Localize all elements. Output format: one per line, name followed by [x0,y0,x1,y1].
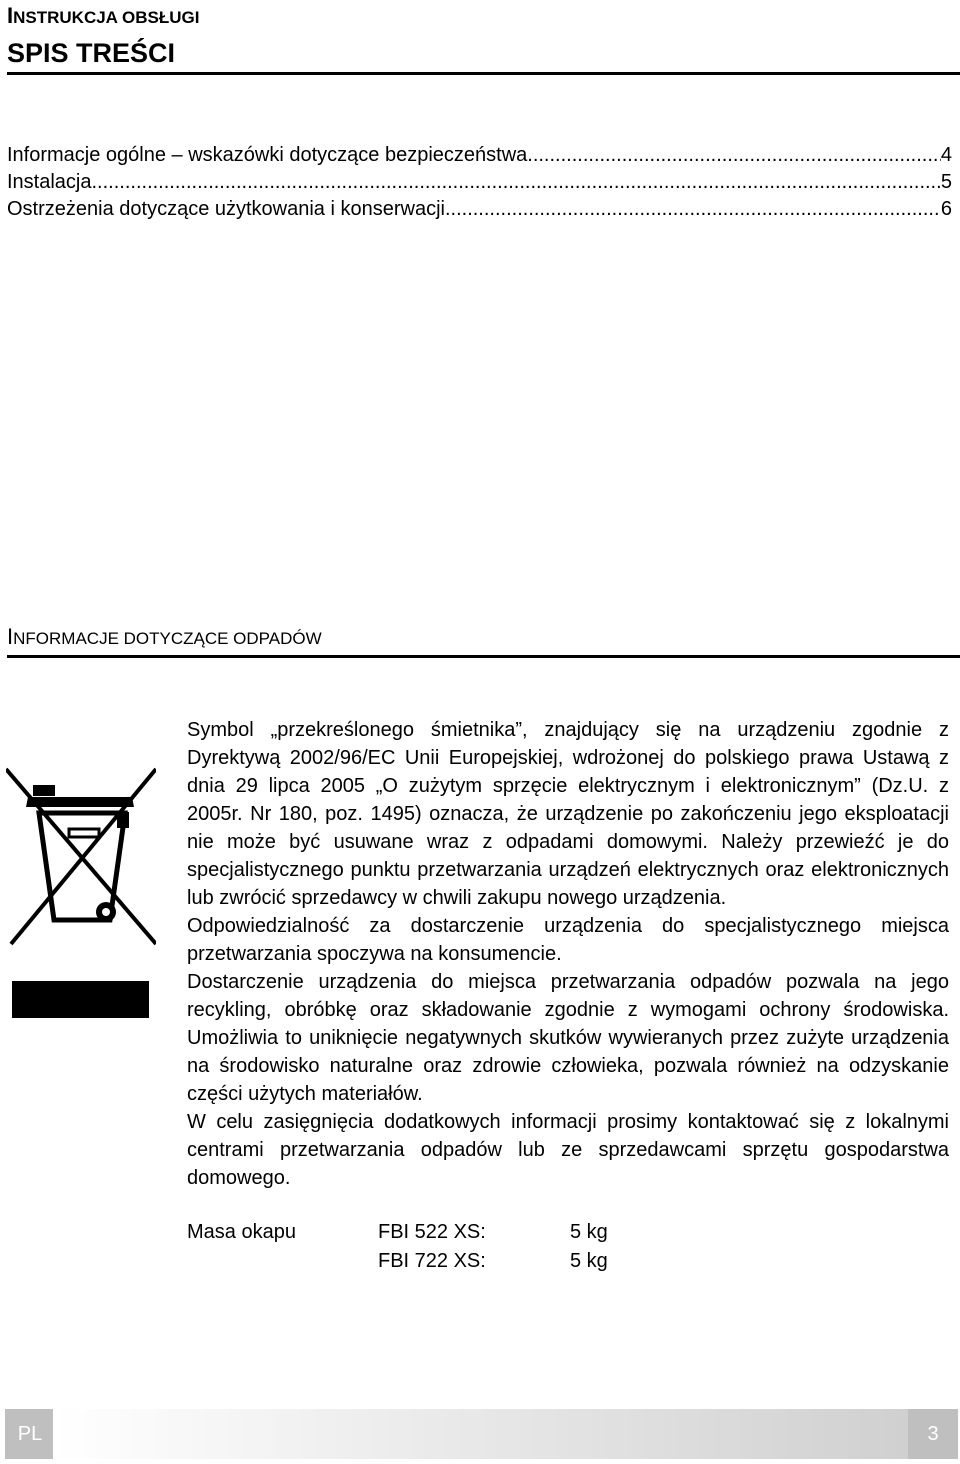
toc-entry-label: Informacje ogólne – wskazówki dotyczące bezpieczeństwa [7,144,528,166]
hood-mass-table [187,1218,687,1276]
toc-entry-page: 6 [940,198,952,220]
toc-entry-label: Ostrzeżenia dotyczące użytkowania i konserwacji [7,198,445,220]
mass-model: FBI 722 XS: [378,1250,486,1272]
page-number: 3 [908,1409,958,1459]
waste-title-rest: NFORMACJE DOTYCZĄCE ODPADÓW [13,629,322,648]
toc-entry[interactable] [7,142,952,169]
manual-title [7,2,200,32]
waste-section-title [7,622,322,654]
waste-paragraph: Symbol „przekreślonego śmietnika”, znajdujący się na urządzeniu zgodnie z Dyrektywą 2002/96/EC Unii Europejskiej, wdrożonej do polskiego prawa Ustawą z dnia 29 lipca 2005 „O zużytym sprzęcie elektrycznym i elektronicznym” (Dz.U. z 2005r. Nr 180, poz. 1495) oznacza, że urządzenie po zakończeniu jego eksploatacji nie może być usuwane wraz z odpadami domowymi. Należy przewieźć je do specjalistycznego punktu przetwarzania urządzeń elektrycznych oraz elektronicznych lub zwrócić sprzedawcy w chwili zakupu nowego urządzenia. [187,719,949,909]
toc-title-rule [7,72,960,75]
footer-gradient-bar [53,1409,908,1459]
manual-title-initial: I [7,3,14,28]
mass-model: FBI 522 XS: [378,1221,486,1243]
toc-title: SPIS TREŚCI [7,38,176,68]
waste-paragraph: Dostarczenie urządzenia do miejsca przetwarzania odpadów pozwala na jego recykling, obróbkę oraz składowanie zgodnie z wymogami ochrony środowiska. Umożliwia to uniknięcie negatywnych skutków wywieranych przez zużyte urządzenia na środowisko naturalne oraz zdrowie człowieka, pozwala również na odzyskanie części użytych materiałów. [187,971,949,1105]
toc-entry[interactable] [7,169,952,196]
language-badge: PL [5,1409,55,1459]
mass-row [187,1247,687,1276]
toc-leader-dots [527,142,941,169]
mass-row [187,1218,687,1247]
toc-entry-label: Instalacja [7,171,92,193]
crossed-out-wheelie-bin-icon [6,767,156,1019]
toc-entry-page: 4 [940,144,952,166]
toc-leader-dots [92,169,941,196]
mass-value: 5 kg [570,1250,608,1272]
waste-paragraph: Odpowiedzialność za dostarczenie urządzenia do specjalistycznego miejsca przetwarzania spoczywa na konsumencie. [187,915,949,965]
toc-entry-page: 5 [940,171,952,193]
mass-value: 5 kg [570,1221,608,1243]
table-of-contents [7,142,952,223]
mass-label: Masa okapu [187,1221,296,1243]
waste-title-rule [7,655,960,658]
manual-title-rest: NSTRUKCJA OBSŁUGI [13,8,200,27]
toc-leader-dots [445,196,941,223]
waste-paragraph: W celu zasięgnięcia dodatkowych informacji prosimy kontaktować się z lokalnymi centrami przetwarzania odpadów lub ze sprzedawcami sprzętu gospodarstwa domowego. [187,1111,949,1189]
waste-title-initial: I [7,624,14,649]
page-footer [0,1409,960,1464]
waste-disposal-text [187,716,949,1192]
toc-entry[interactable] [7,196,952,223]
